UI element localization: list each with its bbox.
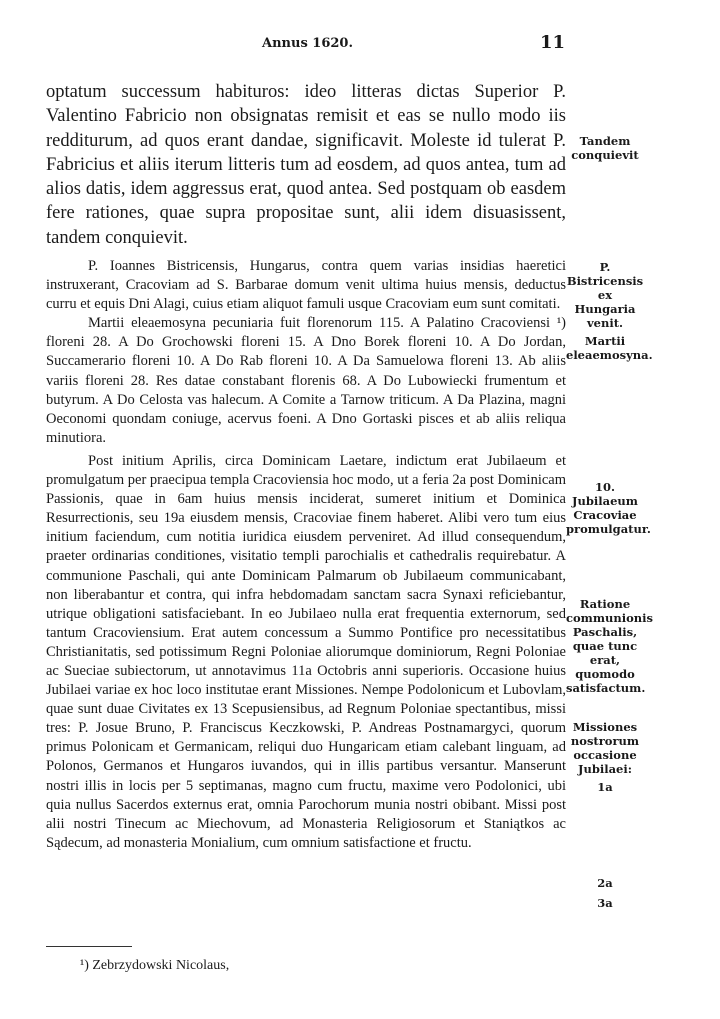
paragraph: P. Ioannes Bistricensis, Hungarus, contra quem varias insidias haeretici instruxerant, Cracoviam ad S. Barbarae domum venit ultima huius mensis, deductus curru et equis Dni Alagi, cuius etiam aliquot famuli usque Cracoviam eum sunt comitati. [46,258,566,313]
margin-note: Missiones nostrorum occasione Jubilaei: [570,720,640,776]
margin-note: Martii eleaemosyna. [566,334,653,362]
footnote: ¹) Zebrzydowski Nicolaus, [80,958,230,973]
margin-note: 10. Jubilaeum Cracoviae promulgatur. [566,480,651,536]
margin-note: Tandem conquievit [571,134,639,162]
paragraph: Martii eleaemosyna pecuniaria fuit florenorum 115. A Palatino Cracoviensi ¹) floreni 28. A Do Grochowski floreni 15. A Dno Borek floreni 10. A Do Jordan, Succamerario floreni 10. A Do Rab floreni 10. A Da Samuelowa floreni 13. Ab aliis variis floreni 28. Res datae constabant florenis 68. A Do Lubowiecki frumentum et butyrum. A Do Celosta vas halecum. A Comite a Tarnow triticum. A Da Plazina, magni Oeconomi quondam coniuge, acervus foeni. A Dno Gortaski pisces et ab aliis reliqua minutiora. [46,315,566,446]
margin-note: 3a [597,896,613,910]
main-text-block [46,257,566,853]
margin-note: Ratione communionis Paschalis, quae tunc erat, quomodo satisfactum. [566,597,653,695]
margin-note: P. Bistricensis ex Hungaria venit. [566,260,644,330]
margin-note: 2a [597,876,613,890]
footnote-divider [46,946,132,947]
page-number: 11 [540,32,566,53]
paragraph: optatum successum habituros: ideo litteras dictas Superior P. Valentino Fabricio non obsignatas remisit et eas se nullo modo iis redditurum, ad quos erant dandae, significavit. Moleste id tulerat P. Fabricius et aliis iterum litteris tum ad eosdem, ad quos antea, tum ad alios datis, idem aggressus erat, quod antea. Sed postquam ob easdem fere rationes, quae supra propositae sunt, alii idem disuasissent, tandem conquievit. [46,82,566,248]
paragraph-1-block [46,80,566,250]
paragraph: Post initium Aprilis, circa Dominicam Laetare, indictum erat Jubilaeum et promulgatum per praecipua templa Cracoviensia hoc modo, ut a feria 2a post Dominicam Passionis, quae in 6am huius mensis inciderat, sumeret initium et Dominica Resurrectionis, seu 19a eiusdem mensis, Cracoviae finem haberet. Alibi vero tum eius initium faciendum, cum notitia iuridica eiusdem perveniret. Ad illud consequendum, praeter ordinarias conditiones, visitatio templi parochialis et cathedralis requirebatur. A communione Paschali, qui ante Dominicam Palmarum ob Jubilaeum communicabant, non liberabantur et contra, qui infra hebdomadam sanctam sacra Synaxi reficiebantur, utrique obligationi satisfaciebant. In eo Jubilaeo nulla erat frequentia externorum, sed tantum Cracoviensium. Erat autem concessum a Summo Pontifice pro necessitatibus Christianitatis, sed potissimum Regni Poloniae aliorumque dominiorum, Regni Poloniae ac Sueciae subiectorum, ut annotavimus 11a Octobris anni superioris. Occasione huius Jubilaei variae ex hoc loco institutae erant Missiones. Nempe Podolonicum et Lubovlam, quae sunt duae Civitates ex 13 Scepusiensibus, ad Regnum Poloniae spectantibus, missi tres: P. Josue Bruno, P. Franciscus Keczkowski, P. Andreas Postnamargyci, quorum primus Polonicam et Germanicam, reliqui duo Hungaricam etiam calebant linguam, ad Polonos, Germanos et Hungaros iuvandos, qui in illis partibus versantur. Manserunt nostri illis in locis per 5 septimanas, magno cum fructu, maxime vero Podolonici, ubi quia nullus Sacerdos externus erat, omnia Parochorum munia nostri obibant. Missi post alii nostri Tinecum ac Miechovum, ad Monasteria Religiosorum et Staniątkos ac Sądecum, ad monasteria Monialium, cum omnium satisfactione et fructu. [46,452,566,851]
margin-note: 1a [597,780,613,794]
running-header: Annus 1620. [262,36,353,51]
